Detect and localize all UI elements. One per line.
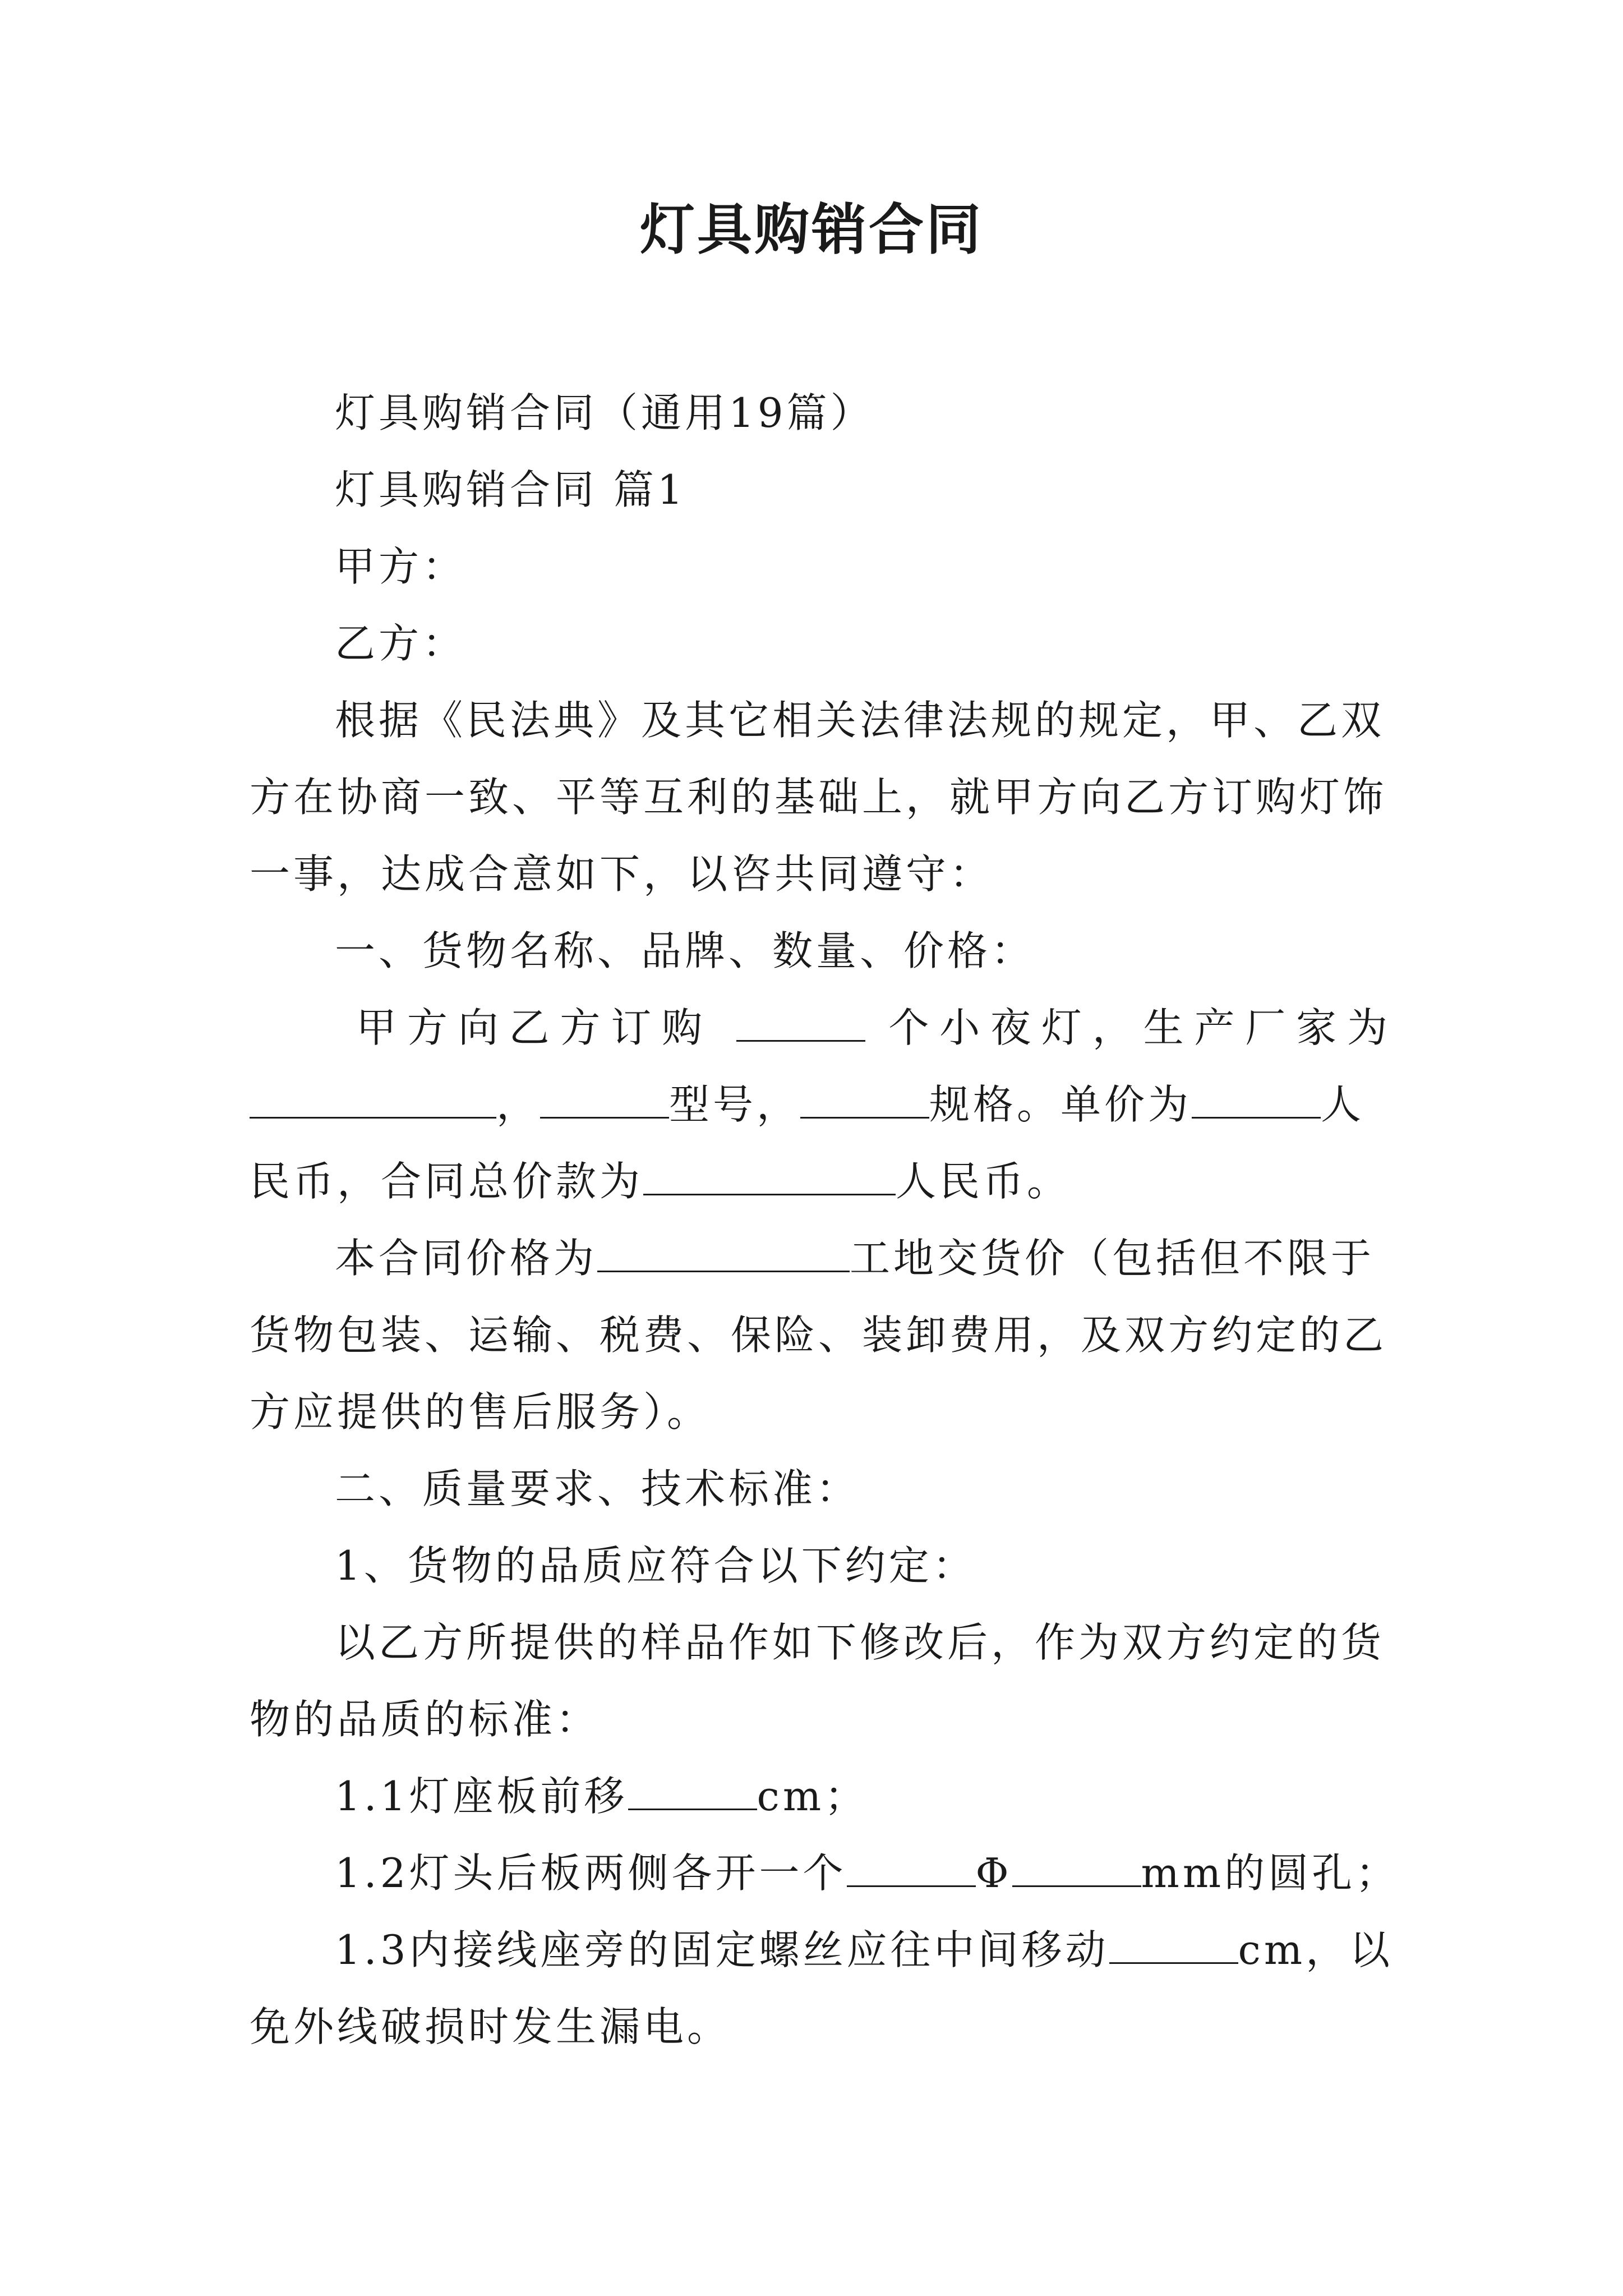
order-text: 民币，合同总价款为 xyxy=(250,1158,644,1205)
order-text: 人民币。 xyxy=(896,1158,1071,1205)
clause-1-heading: 一、货物名称、品牌、数量、价格： xyxy=(335,927,1035,974)
hole-count-blank xyxy=(847,1853,976,1887)
price-line-2: 货物包装、运输、税费、保险、装卸费用，及双方约定的乙 xyxy=(250,1312,1387,1359)
order-text: ， xyxy=(496,1081,541,1128)
quality-line-1: 以乙方所提供的样品作如下修改后，作为双方约定的货 xyxy=(335,1619,1385,1666)
model-blank xyxy=(540,1084,669,1119)
order-line-2 xyxy=(250,1066,1391,1143)
spec-blank xyxy=(800,1084,929,1119)
quantity-blank xyxy=(736,1007,865,1042)
order-text: 型号， xyxy=(669,1081,801,1128)
item-text: 1.3内接线座旁的固定螺丝应往中间移动 xyxy=(335,1926,1109,1973)
intro-line-2: 方在协商一致、平等互利的基础上，就甲方向乙方订购灯饰 xyxy=(250,774,1387,821)
item-1-1 xyxy=(250,1758,1391,1835)
item-1-3 xyxy=(250,1912,1394,1989)
unit-price-blank xyxy=(1192,1084,1321,1119)
order-line-3 xyxy=(250,1143,1391,1220)
section-heading: 灯具购销合同 篇1 xyxy=(335,466,686,513)
party-b-label: 乙方： xyxy=(335,620,467,667)
item-text: mm的圆孔； xyxy=(1141,1849,1400,1897)
hole-diameter-blank xyxy=(1012,1853,1141,1887)
price-line-1 xyxy=(250,1220,1391,1297)
phi-symbol: Φ xyxy=(975,1849,1012,1897)
document-body xyxy=(250,375,1400,2065)
intro-line-3: 一事，达成合意如下，以咨共同遵守： xyxy=(250,850,994,898)
manufacturer-blank xyxy=(250,1084,496,1119)
quality-item-1: 1、货物的品质应符合以下约定： xyxy=(335,1542,976,1589)
item-text: cm，以 xyxy=(1238,1926,1394,1973)
screw-move-blank xyxy=(1109,1930,1238,1964)
intro-line-1: 根据《民法典》及其它相关法律法规的规定，甲、乙双 xyxy=(335,697,1385,744)
item-text: 1.2灯头后板两侧各开一个 xyxy=(335,1849,847,1897)
party-a-label: 甲方： xyxy=(335,543,467,590)
price-text: 本合同价格为 xyxy=(335,1235,598,1282)
order-text: 个小夜灯，生产厂家为 xyxy=(888,1004,1391,1051)
item-1-2 xyxy=(250,1835,1400,1912)
order-text: 规格。单价为 xyxy=(929,1081,1192,1128)
item-1-3-line-2: 免外线破损时发生漏电。 xyxy=(250,2003,731,2050)
total-price-blank xyxy=(643,1161,896,1195)
document-subtitle: 灯具购销合同（通用19篇） xyxy=(335,389,874,436)
order-text: 人 xyxy=(1321,1081,1365,1128)
shift-cm-blank xyxy=(628,1776,757,1810)
price-text: 工地交货价（包括但不限于 xyxy=(850,1235,1375,1282)
document-title: 灯具购销合同 xyxy=(639,197,983,262)
order-line-1 xyxy=(250,990,1391,1066)
item-text: 1.1灯座板前移 xyxy=(335,1773,628,1820)
order-text: 甲方向乙方订购 xyxy=(356,1004,713,1051)
quality-line-2: 物的品质的标准： xyxy=(250,1696,600,1743)
price-line-3: 方应提供的售后服务）。 xyxy=(250,1388,711,1435)
clause-2-heading: 二、质量要求、技术标准： xyxy=(335,1465,860,1512)
item-text: cm； xyxy=(757,1773,869,1820)
contract-price-blank xyxy=(597,1238,850,1272)
